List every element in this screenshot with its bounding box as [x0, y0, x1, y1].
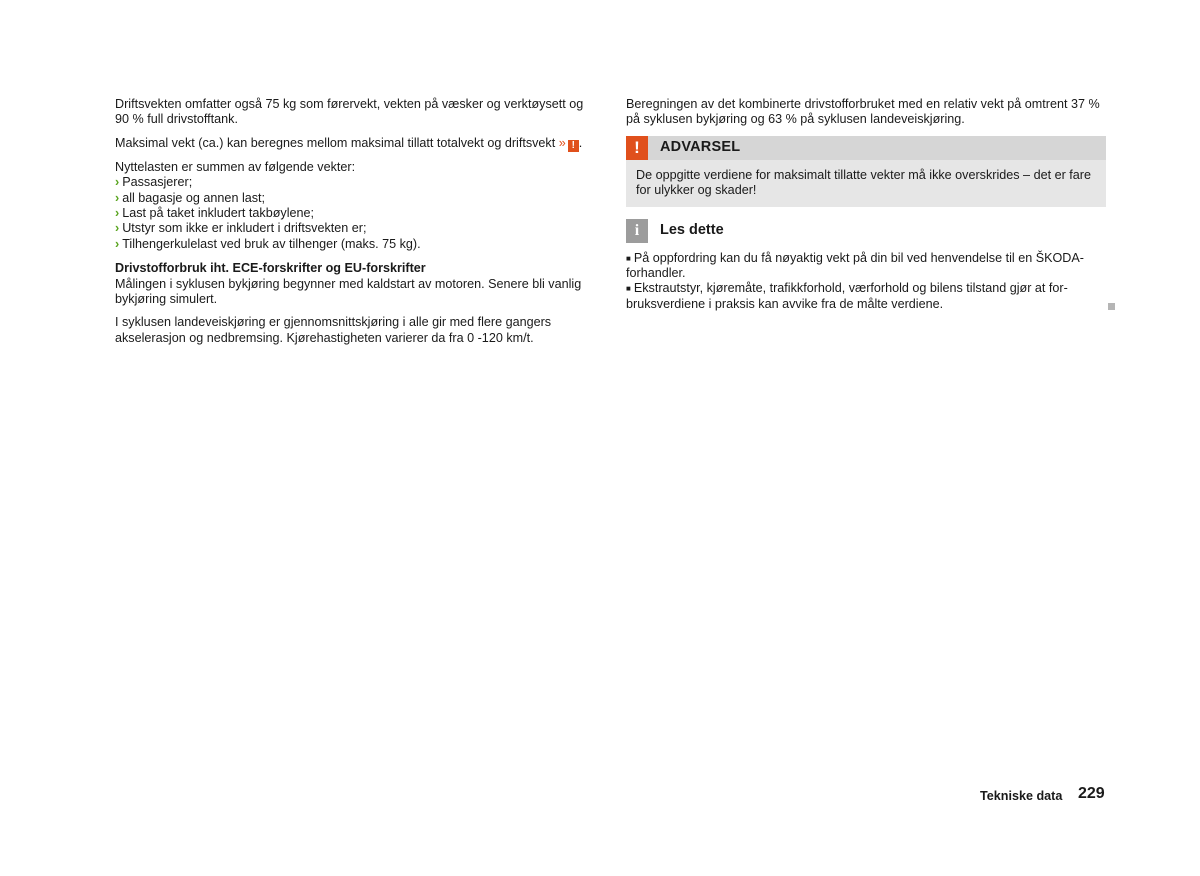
list-item: › Utstyr som ikke er inkludert i driftsvekten er; — [115, 221, 367, 236]
payload-intro: Nyttelasten er summen av følgende vekter: — [115, 159, 356, 174]
chevron-right-icon: › — [115, 236, 120, 251]
payload-block — [115, 160, 597, 252]
list-item: › Last på taket inkludert takbøylene; — [115, 206, 315, 221]
note-item: ■ Ekstrautstyr, kjøremåte, trafikkforhold, værforhold og bilens tilstand gjør at forbruksverdiene i praksis kan avvike fra de målte verdiene. — [626, 281, 1068, 311]
max-weight-end: . — [578, 135, 583, 150]
chevron-right-icon: › — [115, 221, 120, 236]
warning-box — [626, 136, 1106, 207]
max-weight-text: Maksimal vekt (ca.) kan beregnes mellom maksimal tillatt totalvekt og driftsvekt — [115, 135, 556, 150]
note-box — [626, 219, 1106, 313]
payload-list — [115, 175, 597, 252]
list-item: › Tilhengerkulelast ved bruk av tilhenger (maks. 75 kg). — [115, 236, 421, 251]
max-weight-paragraph — [115, 136, 597, 152]
warning-title: ADVARSEL — [660, 139, 741, 156]
list-item: › Passasjerer; — [115, 175, 193, 190]
note-header — [626, 219, 1106, 243]
square-bullet-icon: ■ — [626, 284, 631, 294]
section-heading: Drivstofforbruk iht. ECE-forskrifter og EU-forskrifter — [115, 261, 426, 276]
note-item: ■ På oppfordring kan du få nøyaktig vekt på din bil ved henvendelse til en ŠKODA-forhandler. — [626, 250, 1084, 281]
chevron-right-icon: › — [115, 175, 120, 190]
combined-paragraph: Beregningen av det kombinerte drivstofforbruket med en relativ vekt på omtrent 37 % på syklusen bykjøring og 63 % på syklusen landeveiskjøring. — [626, 97, 1100, 127]
info-icon: i — [626, 219, 648, 243]
warning-header — [626, 136, 1106, 160]
warning-text: De oppgitte verdiene for maksimalt tillatte vekter må ikke overskrides – det er fare for ulykker og skader! — [636, 167, 1091, 198]
highway-cycle-paragraph: I syklusen landeveiskjøring er gjennomsnittskjøring i alle gir med flere gangers akselerasjon og nedbremsing. Kjørehastigheten varierer da fra 0 -120 km/t. — [115, 315, 552, 345]
city-cycle-paragraph: Målingen i syklusen bykjøring begynner med kaldstart av motoren. Senere bli vanlig bykjøring simulert. — [115, 276, 582, 307]
reference-arrow: » — [558, 135, 566, 150]
note-title: Les dette — [660, 221, 724, 238]
intro-paragraph: Driftsvekten omfatter også 75 kg som førervekt, vekten på væsker og verktøysett og 90 % full drivstofftank. — [115, 97, 584, 127]
page-number: 229 — [1078, 785, 1105, 802]
list-item: › all bagasje og annen last; — [115, 190, 266, 205]
warning-reference-icon[interactable]: ! — [568, 140, 579, 152]
right-column — [626, 97, 1106, 312]
footer-section-title: Tekniske data — [980, 789, 1063, 803]
left-column — [115, 97, 597, 354]
chevron-right-icon: › — [115, 190, 120, 205]
section-end-marker — [1108, 303, 1115, 310]
chevron-right-icon: › — [115, 206, 120, 221]
square-bullet-icon: ■ — [626, 253, 631, 263]
warning-exclamation-icon: ! — [626, 136, 648, 160]
